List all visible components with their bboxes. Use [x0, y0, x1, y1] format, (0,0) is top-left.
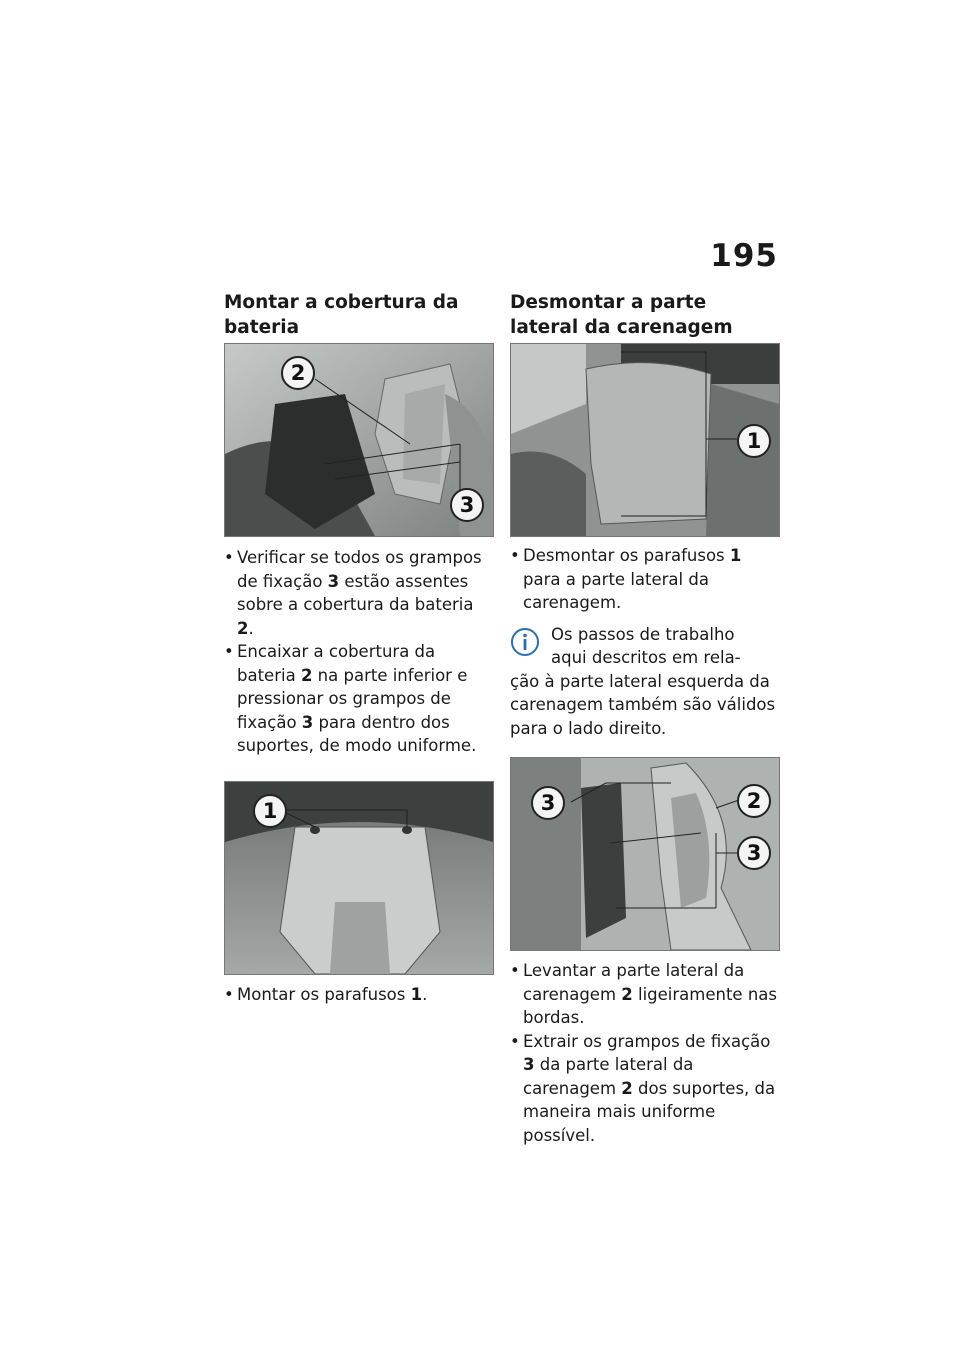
section-heading-battery-cover: Montar a cobertura da bateria: [224, 292, 459, 338]
note-text: ção à parte lateral esquerda da carenagem também são válidos para o lado direito.: [510, 671, 776, 738]
steps-list-side-fairing: [510, 544, 780, 615]
figure-battery-cover: [224, 343, 494, 537]
figure-side-fairing-screw: [510, 343, 780, 537]
list-item: • Levantar a parte lateral da carenagem 2 ligeiramente nas bordas.: [510, 959, 780, 1030]
steps-list-battery-cover: [224, 546, 494, 758]
callout-2: 2: [281, 356, 315, 390]
figure-side-fairing-clips: [510, 757, 780, 951]
info-icon: [510, 627, 540, 657]
info-note: [510, 623, 780, 741]
callout-3: 3: [737, 836, 771, 870]
list-item: • Verificar se todos os grampos de fixação 3 estão assentes sobre a cobertura da bateria 2.: [224, 546, 494, 640]
steps-list-screws: [224, 983, 494, 1007]
figure-screws-front: [224, 781, 494, 975]
callout-3: 3: [450, 488, 484, 522]
left-column: [224, 290, 494, 1006]
callout-1: 1: [737, 424, 771, 458]
right-column: [510, 290, 780, 1147]
callout-3: 3: [531, 786, 565, 820]
list-item: • Extrair os grampos de fixação 3 da parte lateral da carenagem 2 dos suportes, da maneira mais uniforme possível.: [510, 1030, 780, 1148]
list-item: • Montar os parafusos 1.: [224, 983, 494, 1007]
callout-2: 2: [737, 784, 771, 818]
list-item: • Desmontar os parafusos 1 para a parte lateral da carenagem.: [510, 544, 780, 615]
note-line-2: aqui descritos em rela-: [551, 648, 741, 667]
list-item: • Encaixar a cobertura da bateria 2 na parte inferior e pressionar os grampos de fixação 3 para dentro dos suportes, de modo uniforme.: [224, 640, 494, 758]
steps-list-side-fairing-clips: [510, 959, 780, 1147]
note-line-1: Os passos de trabalho: [551, 624, 735, 644]
callout-1: 1: [253, 794, 287, 828]
section-heading-side-fairing: Desmontar a parte lateral da carenagem: [510, 292, 733, 338]
page-number: 195: [710, 238, 778, 274]
